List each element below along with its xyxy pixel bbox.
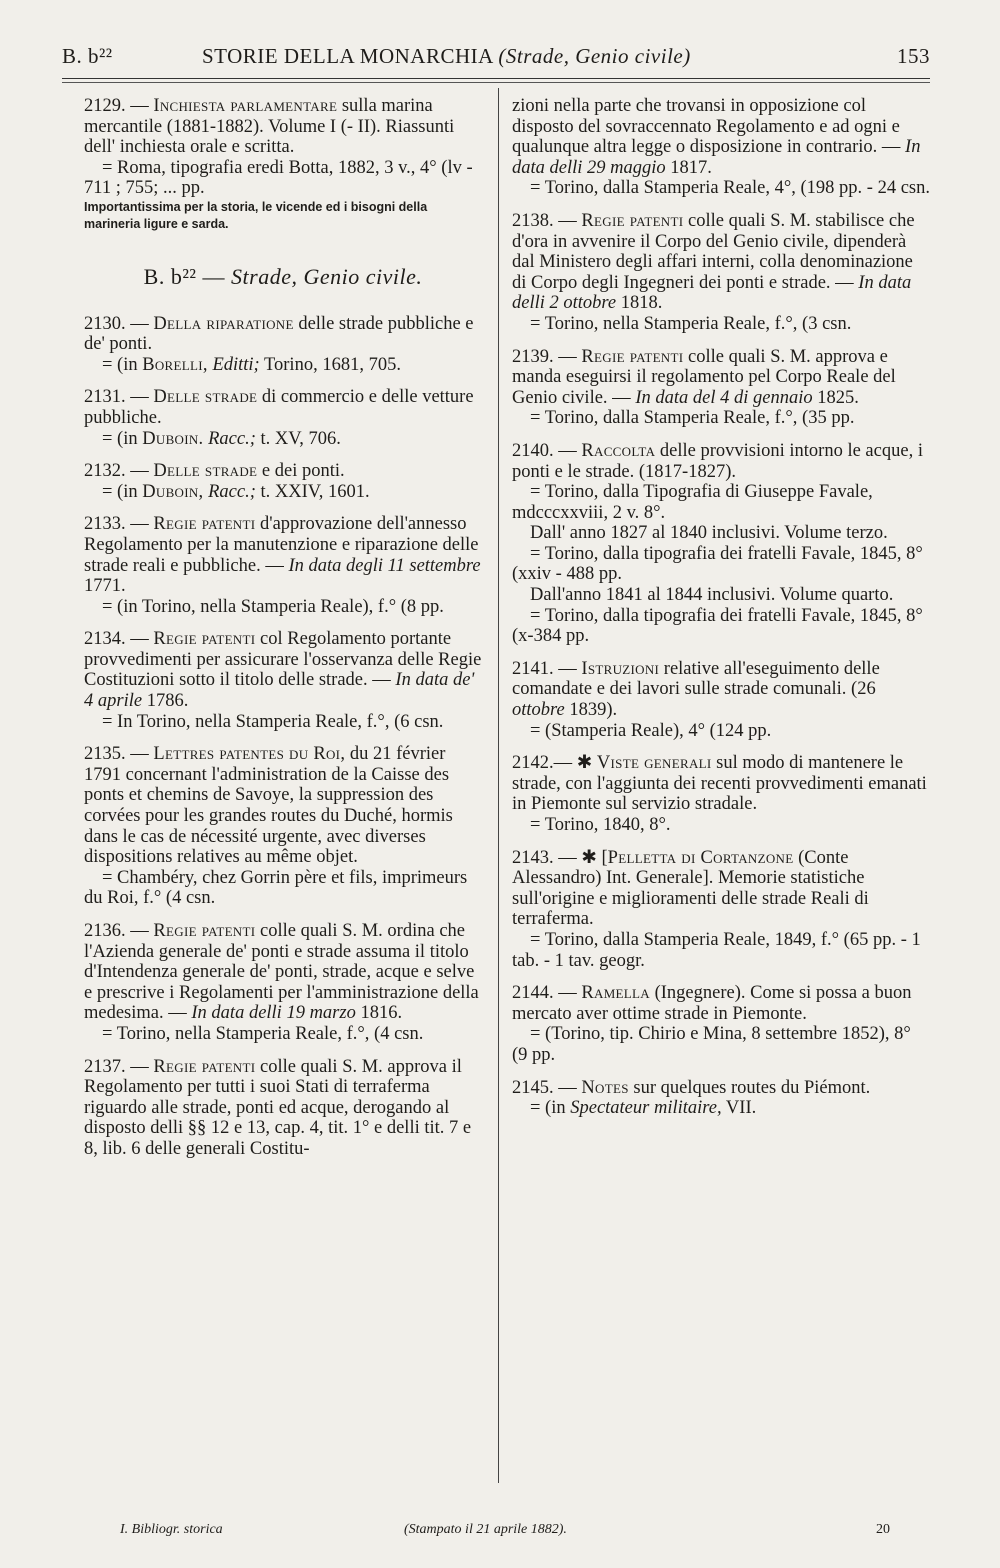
entry-year: 1817. xyxy=(670,157,712,178)
entry-heading: Regie patenti xyxy=(153,629,256,650)
entry-2143 xyxy=(512,848,930,972)
imprint-prefix: = (in xyxy=(530,1098,571,1119)
entry-text: (Ingegnere). Come si possa a buon mercato aver ottime strade in Piemonte. xyxy=(512,983,912,1024)
entry-heading: Lettres patentes du Roi, xyxy=(153,744,346,765)
entry-2135 xyxy=(84,744,482,909)
entry-heading: Ramella xyxy=(581,983,650,1004)
imprint-work: Racc.; xyxy=(208,428,256,449)
entry-number: 2134. — xyxy=(84,629,149,650)
entry-2134 xyxy=(84,629,482,732)
entry-text: e dei ponti. xyxy=(261,461,345,482)
entry-year: 1818. xyxy=(620,293,663,314)
entry-text: sul modo di mantenere le strade, con l'aggiunta dei recenti provvedimenti emanati in Piemonte sul servizio stradale. xyxy=(512,753,927,815)
entry-number: 2132. — xyxy=(84,461,149,482)
entry-date: In data degli 11 settembre xyxy=(288,555,481,576)
entry-number: 2144. — xyxy=(512,983,577,1004)
entry-heading: Regie patenti xyxy=(581,210,684,231)
entry-imprint: = Torino, dalla Stamperia Reale, f.°, (35 pp. xyxy=(530,408,855,429)
running-header xyxy=(62,44,930,76)
entry-text: d'approvazione dell'annesso Regolamento per la manutenzione e riparazione delle strade reali e pubbliche. — xyxy=(84,514,479,576)
entry-imprint: = (Stamperia Reale), 4° (124 pp. xyxy=(530,720,772,741)
section-mark: B. b²² xyxy=(143,263,197,289)
entry-heading: Raccolta xyxy=(581,440,656,461)
header-section-mark: B. b²² xyxy=(62,44,113,68)
entry-text: di commercio e delle vetture pubbliche. xyxy=(84,387,474,428)
entry-imprint-3: = Torino, dalla tipografia dei fratelli Favale, 1845, 8° (xxiv - 488 pp. xyxy=(512,543,923,585)
entry-date: In data delli 29 maggio xyxy=(512,137,921,178)
entry-imprint-4: = Torino, dalla tipografia dei fratelli Favale, 1845, 8° (x-384 pp. xyxy=(512,605,923,647)
entry-2129 xyxy=(84,96,482,233)
entry-text: delle strade pubbliche e de' ponti. xyxy=(84,313,474,355)
entry-year: 1839). xyxy=(569,700,618,721)
entry-number: 2137. — xyxy=(84,1056,149,1077)
entry-heading: Regie patenti xyxy=(153,514,256,535)
entry-2138 xyxy=(512,211,930,335)
entry-2130 xyxy=(84,314,482,376)
right-column xyxy=(512,96,930,1131)
imprint-suffix: VII. xyxy=(721,1098,757,1119)
entry-text: delle provvisioni intorno le acque, i ponti e le strade. (1817-1827). xyxy=(512,440,923,482)
left-column xyxy=(84,96,482,1172)
entry-number: 2136. — xyxy=(84,921,149,941)
entry-imprint xyxy=(84,429,482,450)
entry-imprint xyxy=(84,355,482,376)
entry-2133 xyxy=(84,514,482,617)
entry-date: In data de' 4 aprile xyxy=(84,670,475,712)
entry-number: 2138. — xyxy=(512,210,577,231)
header-title-main: STORIE DELLA MONARCHIA xyxy=(202,44,493,68)
entry-heading: Regie patenti xyxy=(581,346,684,367)
entry-year: 1825. xyxy=(817,387,859,408)
entry-year: 1816. xyxy=(360,1003,403,1024)
entry-heading: Viste generali xyxy=(596,753,712,774)
entry-heading: Notes xyxy=(581,1077,629,1098)
entry-year: 1786. xyxy=(146,691,189,712)
entry-heading: Inchiesta parlamentare xyxy=(153,96,338,116)
entry-text: colle quali S. M. approva e manda eseguirsi il regolamento pel Corpo Reale del Genio civile. — xyxy=(512,346,896,408)
entry-number: 2145. — xyxy=(512,1077,577,1098)
imprint-author: Duboin. xyxy=(142,428,204,449)
entry-imprint: = (Torino, tip. Chirio e Mina, 8 settembre 1852), 8° (9 pp. xyxy=(512,1024,911,1065)
header-rule xyxy=(62,78,930,79)
entry-2137-continued xyxy=(512,96,930,199)
entry-imprint: = Torino, 1840, 8°. xyxy=(530,815,671,835)
entry-heading: Della riparatione xyxy=(153,313,294,334)
entry-number: 2135. — xyxy=(84,744,149,765)
entry-number: 2131. — xyxy=(84,387,149,408)
entry-2137 xyxy=(84,1057,482,1160)
imprint-prefix: = (in xyxy=(102,428,143,449)
entry-text: sulla marina mercantile (1881-1882). Volume I (- II). Riassunti dell' inchiesta orale e scritta. xyxy=(84,96,455,158)
entry-imprint: = Torino, dalla Stamperia Reale, 1849, f.° (65 pp. - 1 tab. - 1 tav. geogr. xyxy=(512,929,921,971)
entry-imprint: = (in Torino, nella Stamperia Reale), f.° (8 pp. xyxy=(102,596,444,617)
entry-heading: Delle strade xyxy=(153,461,258,482)
imprint-prefix: = (in xyxy=(102,481,143,502)
header-title xyxy=(202,44,691,69)
entry-text: du 21 février 1791 concernant l'administration de la Caisse des ponts et chemins de Savoye, la suppression des corvées pour les grandes routes du Duché, hormis dans le cas de nécessité urgente, avec diverses dispositions relatives au même objet. xyxy=(84,744,453,868)
footer-sheet-number: 20 xyxy=(876,1522,890,1537)
entry-text: colle quali S. M. approva il Regolamento per tutti i suoi Stati di terraferma riguardo alle strade, ponti ed acque, derogando al disposto delli §§ 12 e 13, cap. 4, tit. 1° e delli tit. 7 e 8, lib. 6 delle generali Costitu- xyxy=(84,1056,472,1159)
entry-number: 2130. — xyxy=(84,313,149,334)
entry-heading: Pelletta di Cortanzone xyxy=(607,847,794,868)
imprint-suffix: t. XXIV, 1601. xyxy=(255,481,370,502)
entry-imprint xyxy=(84,482,482,503)
entry-2139 xyxy=(512,347,930,429)
entry-imprint xyxy=(512,1098,930,1119)
entry-2131 xyxy=(84,387,482,449)
entry-2142 xyxy=(512,753,930,835)
entry-text: colle quali S. M. ordina che l'Azienda generale de' ponti e strade assuma il titolo d'Intendenza generale de' ponti, strade, acque e selve e prescrive i Regolamenti per l'amministrazione della medesima. — xyxy=(84,921,479,1024)
entry-note: Importantissima per la storia, le vicende ed i bisogni della marineria ligure e sarda. xyxy=(84,199,428,231)
entry-text: col Regolamento portante provvedimenti per assicurare l'osservanza delle Regie Costituzioni sotto il titolo delle strade. — xyxy=(84,629,482,691)
entry-date: In data del 4 di gennaio xyxy=(635,387,813,408)
entry-heading: Istruzioni xyxy=(581,658,660,679)
entry-date: ottobre xyxy=(512,700,565,721)
imprint-prefix: = (in xyxy=(102,354,143,375)
page-footer xyxy=(120,1522,890,1546)
entry-2140 xyxy=(512,441,930,647)
entry-imprint: = In Torino, nella Stamperia Reale, f.°, (6 csn. xyxy=(102,711,444,732)
entry-year: 1771. xyxy=(84,576,126,597)
footer-print-date: (Stampato il 21 aprile 1882). xyxy=(404,1522,567,1537)
entry-number: 2142.— ✱ xyxy=(512,753,593,774)
entry-2145 xyxy=(512,1078,930,1119)
imprint-author: Duboin, xyxy=(142,481,204,502)
entry-number: 2141. — xyxy=(512,658,577,679)
entry-number: 2143. — ✱ [ xyxy=(512,847,608,868)
header-title-paren: (Strade, Genio civile) xyxy=(498,44,691,68)
column-divider xyxy=(498,88,499,1483)
section-dash: — xyxy=(202,263,226,289)
entry-2136 xyxy=(84,921,482,1045)
entry-volume-4: Dall'anno 1841 al 1844 inclusivi. Volume quarto. xyxy=(530,585,894,606)
entry-number: 2133. — xyxy=(84,514,149,535)
entry-text: (Conte Alessandro) Int. Generale]. Memorie statistiche sull'origine e miglioramenti delle strade Reali di terraferma. xyxy=(512,847,869,930)
footer-signature: I. Bibliogr. storica xyxy=(120,1522,223,1537)
imprint-suffix: t. XV, 706. xyxy=(255,428,341,449)
entry-imprint: = Roma, tipografia eredi Botta, 1882, 3 v., 4° (lv - 711 ; 755; ... pp. xyxy=(84,157,473,199)
entry-text: relative all'eseguimento delle comandate e dei lavori sulle strade comunali. (26 xyxy=(512,658,880,700)
entry-date: In data delli 19 marzo xyxy=(191,1003,356,1024)
entry-number: 2139. — xyxy=(512,346,577,367)
entry-heading: Regie patenti xyxy=(153,921,256,941)
section-heading xyxy=(84,263,482,289)
entry-text: colle quali S. M. stabilisce che d'ora in avvenire il Corpo del Genio civile, dipenderà dal Ministero degli affari interni, colla denominazione di Corpo degli Ingegneri dei ponti e strade. — xyxy=(512,210,915,293)
entry-heading: Delle strade xyxy=(153,387,258,408)
entry-imprint: = Torino, dalla Stamperia Reale, 4°, (198 pp. - 24 csn. xyxy=(530,178,930,199)
imprint-work: Editti; xyxy=(212,354,260,375)
entry-2144 xyxy=(512,983,930,1065)
entry-imprint: = Torino, nella Stamperia Reale, f.°, (3 csn. xyxy=(530,313,852,334)
entry-heading: Regie patenti xyxy=(153,1056,256,1077)
entry-number: 2129. — xyxy=(84,96,149,116)
imprint-work: Racc.; xyxy=(208,481,256,502)
entry-number: 2140. — xyxy=(512,440,577,461)
entry-date: In data delli 2 ottobre xyxy=(512,272,912,314)
imprint-author: Borelli, xyxy=(142,354,208,375)
header-rule-thin xyxy=(62,82,930,83)
entry-imprint: = Torino, nella Stamperia Reale, f.°, (4 csn. xyxy=(102,1023,424,1044)
entry-text: sur quelques routes du Piémont. xyxy=(633,1077,871,1098)
entry-imprint: = Chambéry, chez Gorrin père et fils, imprimeurs du Roi, f.° (4 csn. xyxy=(84,867,468,909)
section-title: Strade, Genio civile. xyxy=(231,263,423,289)
entry-imprint: = Torino, dalla Tipografia di Giuseppe Favale, mdcccxxviii, 2 v. 8°. xyxy=(512,482,873,523)
entry-2132 xyxy=(84,461,482,502)
entry-2141 xyxy=(512,659,930,741)
imprint-suffix: Torino, 1681, 705. xyxy=(259,354,401,375)
entry-volume-3: Dall' anno 1827 al 1840 inclusivi. Volume terzo. xyxy=(530,523,888,544)
page-number: 153 xyxy=(897,44,930,68)
entry-text: zioni nella parte che trovansi in opposizione col disposto del sovraccennato Regolamento e ad ogni e qualunque altra legge o disposizione in contrario. — xyxy=(512,96,901,158)
imprint-work: Spectateur militaire, xyxy=(570,1098,722,1119)
